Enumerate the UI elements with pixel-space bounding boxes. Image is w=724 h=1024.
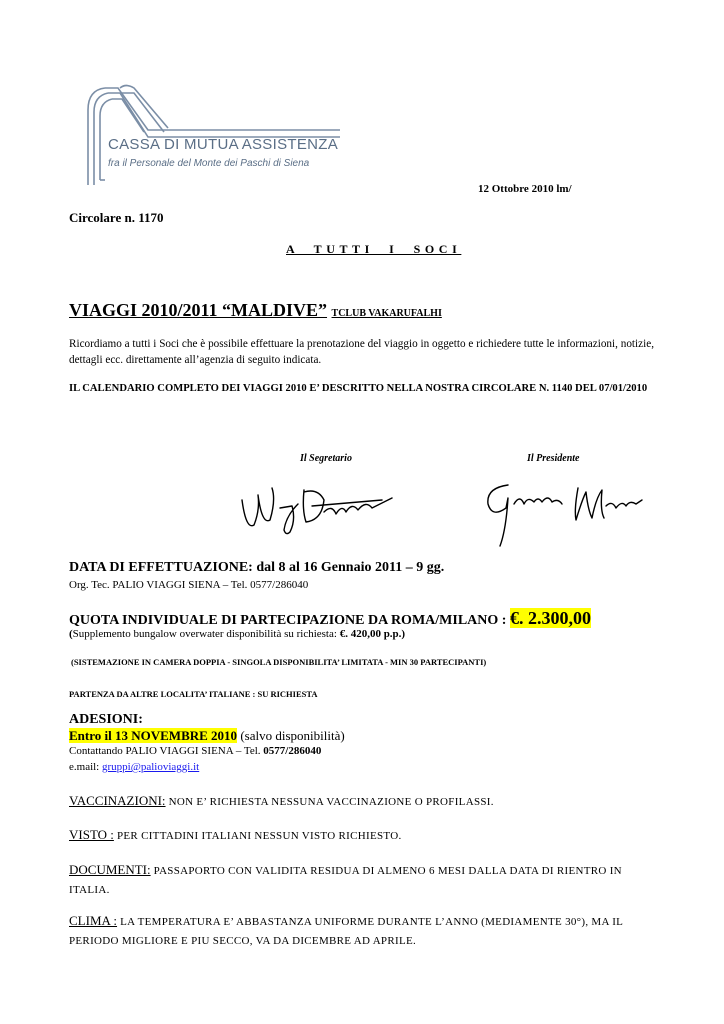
clima-text: LA TEMPERATURA E’ ABBASTANZA UNIFORME DURANTE L’ANNO (MEDIAMENTE 30°), MA IL PERIODO MIGLIORE E PIU SECCO, VA DA DICEMBRE AD APRILE. (69, 916, 623, 947)
signature-right-title: Il Presidente (527, 453, 580, 464)
signature-left-icon (232, 470, 402, 540)
quota-label: QUOTA INDIVIDUALE DI PARTECIPAZIONE DA ROMA/MILANO : (69, 613, 507, 628)
email-label: e.mail: (69, 761, 102, 773)
adesioni-availability: (salvo disponibilità) (237, 728, 345, 743)
departure-note: PARTENZA DA ALTRE LOCALITA’ ITALIANE : SU RICHIESTA (69, 689, 318, 699)
vaccinazioni-text: NON E’ RICHIESTA NESSUNA VACCINAZIONE O PROFILASSI. (165, 796, 494, 808)
title-main: VIAGGI 2010/2011 “MALDIVE” (69, 300, 328, 320)
logo-mark-icon (60, 80, 350, 190)
documenti-label: DOCUMENTI: (69, 862, 151, 877)
circolare-number: Circolare n. 1170 (69, 210, 164, 225)
logo-title: CASSA DI MUTUA ASSISTENZA (108, 136, 339, 153)
page-title (69, 300, 442, 321)
intro-paragraph: Ricordiamo a tutti i Soci che è possibile effettuare la prenotazione del viaggio in oggetto e richiedere tutte le informazioni, notizie, dettagli ecc. direttamente all’agenzia di seguito indicata. (69, 338, 654, 366)
title-sub: TCLUB VAKARUFALHI (331, 308, 442, 319)
supplement-paren: ( (69, 628, 73, 640)
adesioni-label: ADESIONI: (69, 712, 143, 727)
quota-price: €. 2.300,00 (509, 608, 591, 628)
quota-supplement (69, 628, 405, 640)
quota-line (69, 608, 591, 629)
adesioni-deadline: Entro il 13 NOVEMBRE 2010 (69, 728, 238, 743)
documenti-text: PASSAPORTO CON VALIDITA RESIDUA DI ALMENO 6 MESI DALLA DATA DI RIENTRO IN ITALIA. (69, 865, 622, 896)
calendar-note: IL CALENDARIO COMPLETO DEI VIAGGI 2010 E’ DESCRITTO NELLA NOSTRA CIRCOLARE N. 1140 DEL 07/01/2010 (69, 383, 648, 394)
logo (60, 80, 350, 190)
signature-right-icon (478, 470, 648, 550)
logo-subtitle: fra il Personale del Monte dei Paschi di Siena (108, 158, 310, 169)
contact-text: Contattando PALIO VIAGGI SIENA – Tel. (69, 745, 264, 757)
signature-left-title: Il Segretario (300, 453, 352, 464)
accommodation-note: (SISTEMAZIONE IN CAMERA DOPPIA - SINGOLA DISPONIBILITA’ LIMITATA - MIN 30 PARTECIPANTI) (71, 657, 487, 667)
clima (69, 912, 659, 950)
trip-dates (69, 560, 444, 576)
trip-dates-label: DATA DI EFFETTUAZIONE: (69, 560, 253, 575)
email-link[interactable]: gruppi@palioviaggi.it (102, 761, 200, 773)
document-date: 12 Ottobre 2010 lm/ (478, 183, 572, 195)
recipients-heading: A TUTTI I SOCI (286, 242, 462, 256)
trip-dates-value: dal 8 al 16 Gennaio 2011 – 9 gg. (252, 560, 445, 575)
adesioni-email-line (69, 761, 199, 773)
visto-label: VISTO : (69, 827, 114, 842)
clima-label: CLIMA : (69, 913, 118, 928)
contact-phone: 0577/286040 (263, 745, 322, 757)
documenti (69, 861, 649, 899)
visto (69, 826, 402, 844)
visto-text: PER CITTADINI ITALIANI NESSUN VISTO RICHIESTO. (113, 830, 402, 842)
organizer: Org. Tec. PALIO VIAGGI SIENA – Tel. 0577/286040 (69, 579, 309, 591)
vaccinazioni-label: VACCINAZIONI: (69, 793, 166, 808)
supplement-text: Supplemento bungalow overwater disponibilità su richiesta: (72, 628, 340, 640)
vaccinazioni (69, 792, 494, 810)
adesioni-contact (69, 745, 321, 757)
supplement-value: €. 420,00 p.p.) (339, 628, 406, 640)
adesioni-deadline-line (69, 728, 345, 744)
